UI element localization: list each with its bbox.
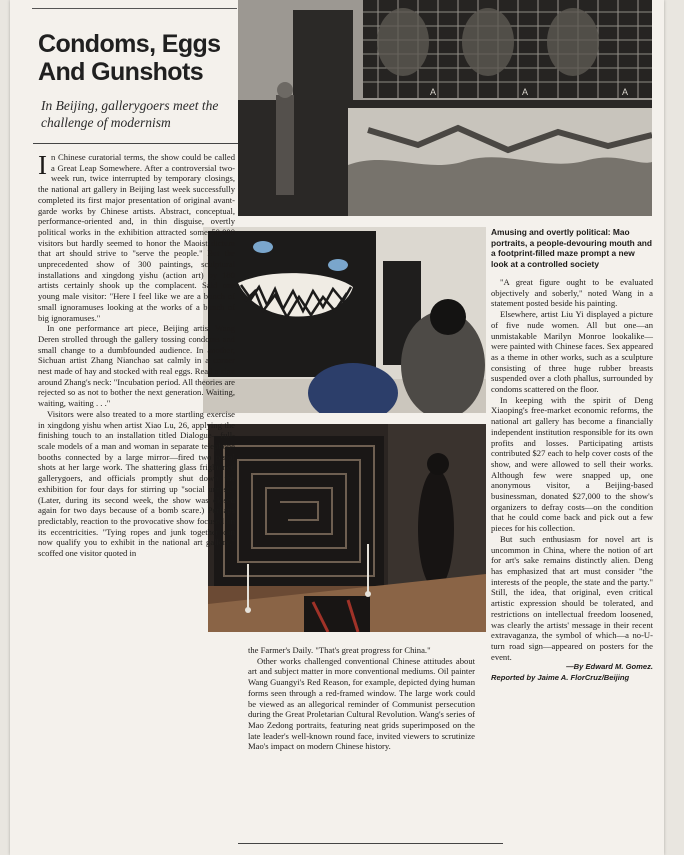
deck: In Beijing, gallerygoers meet the challenge of modernism	[41, 98, 219, 130]
photo-footprint-maze	[208, 424, 486, 632]
paragraph-9: But such enthusiasm for novel art is uncommon in China, where the notion of art for art's sake remains distinctly alien. Deng has emphasized that art must consider "the interests of the people, the state and the party." Still, the idea, that original, even critical artistic expression should be tolerated, and restrictions on intellectual freedom loosened, was clearly the artists' message in their recent extravaganza, the symbol of which—a no-U-turn road sign—appeared on posters for the event.	[491, 533, 653, 662]
drop-cap: I	[38, 150, 47, 180]
paragraph-6: "A great figure ought to be evaluated objectively and soberly," noted Wang in a statement posted beside his painting.	[491, 277, 653, 309]
photo-label-2: A	[522, 87, 529, 97]
headline: Condoms, Eggs And Gunshots	[38, 30, 221, 86]
paragraph-4: the Farmer's Daily. "That's great progress for China."	[248, 645, 431, 655]
magazine-page	[10, 0, 664, 855]
deck-rule	[33, 143, 246, 144]
paragraph-5: Other works challenged conventional Chinese attitudes about art and subject matter in more conventional mediums. Oil painter Wang Guangyi's Red Reason, for example, depicted dying human forms seen through a red-framed window. The large work could be viewed as an allegorical reminder of Communist persecution during the Great Proletarian Cultural Revolution. Wang's series of Mao Zedong portraits, featuring neat grids superimposed on the late leader's well-known round face, invited viewers to scrutinize Mao's impact on modern Chinese history.	[248, 655, 475, 752]
photo-mao-portraits	[238, 0, 652, 216]
photo-devouring-mouth	[203, 227, 486, 413]
paragraph-3: Visitors were also treated to a more startling exercise in xingdong yishu when artist Xiao Lu, 26, applying the finishing touch to an installation titled Dialogue—full-scale models of a man and woman in separate telephone booths connected by a large mirror—fired two pistol shots at her large work. The shattering glass frightened gallerygoers, and officials promptly shut down the exhibition for four days for stirring up "social unrest." (Later, during its second week, the show was closed again for two days because of a bomb scare.) Perhaps predictably, reaction to the provocative show focused on its eccentricities. "Tying ropes and junk together can now qualify you to exhibit in the national art gallery," scoffed one visitor quoted in	[38, 408, 235, 559]
devouring-mouth-image	[203, 227, 486, 413]
byline-reporting: Reported by Jaime A. FlorCruz/Beijing	[491, 673, 630, 683]
photo-label-3: A	[622, 87, 629, 97]
photo-caption: Amusing and overtly political: Mao portraits, a people-devouring mouth and a footprint-filled maze prompt a new look at a controlled society	[491, 227, 652, 269]
footprint-maze-image	[208, 424, 486, 632]
top-rule	[32, 0, 237, 9]
mao-portraits-image	[238, 0, 652, 216]
paragraph-2: In one performance art piece, Beijing artist Wang Deren strolled through the gallery tossing condoms and small change to a dumbfounded audience. In another, Sichuan artist Zhang Nianchao sat calmly in a corner nest made of hay and stocked with real eggs. Read a sign around Zhang's neck: "Incubation period. All theories are rejected so as not to bother the next generation. Waiting, waiting, waiting . . ."	[38, 323, 235, 409]
paragraph-7: Elsewhere, artist Liu Yi displayed a picture of five nude women. All but one—an unmistakable Marilyn Monroe lookalike—were painted with Chinese faces. Sex appeared as a theme in other works, such as a sculpture consisting of three huge rubber breasts suspended over a cloth phallus, surrounded by condoms scattered on the floor.	[491, 309, 653, 395]
paragraph-1-text: n Chinese curatorial terms, the show could be called a Great Leap Somewhere. After a controversial two-week run, twice interrupted by temporary closings, the national art gallery in Beijing last week successfully completed its first major presentation of original avant-garde works by Chinese artists. Abstract, conceptual, performance-oriented and, in thin disguise, overtly political works in the exhibition attracted some 50,000 visitors but hardly seemed to honor the Maoist dictum that art should strive to "serve the people." But the unprecedented show of 300 paintings, sculptural installations and xingdong yishu (action art) by 180 artists certainly shook up the complacent. Said one young male visitor: "Here I feel like we are a bunch of small ignoramuses looking at the works of a bunch of big ignoramuses."	[38, 152, 235, 323]
photo-label-1: A	[430, 87, 437, 97]
article-column-1	[38, 152, 235, 559]
byline-author: —By Edward M. Gomez.	[566, 662, 653, 672]
paragraph-1	[38, 152, 235, 323]
paragraph-8: In keeping with the spirit of Deng Xiaoping's free-market economic reforms, the national art gallery has become a financially independent institution responsible for its own profits and losses. Participating artists contributed $27 each to help cover costs of the show, and were allowed to sell their works. Although few were snapped up, one anonymous visitor, a Beijing-based businessman, donated $27,000 to the show's organizers to defray costs—on the condition that he could come back and pick out a few pieces for his collection.	[491, 394, 653, 534]
article-column-3	[491, 277, 653, 684]
bottom-rule	[238, 843, 503, 844]
article-column-2	[248, 645, 475, 752]
